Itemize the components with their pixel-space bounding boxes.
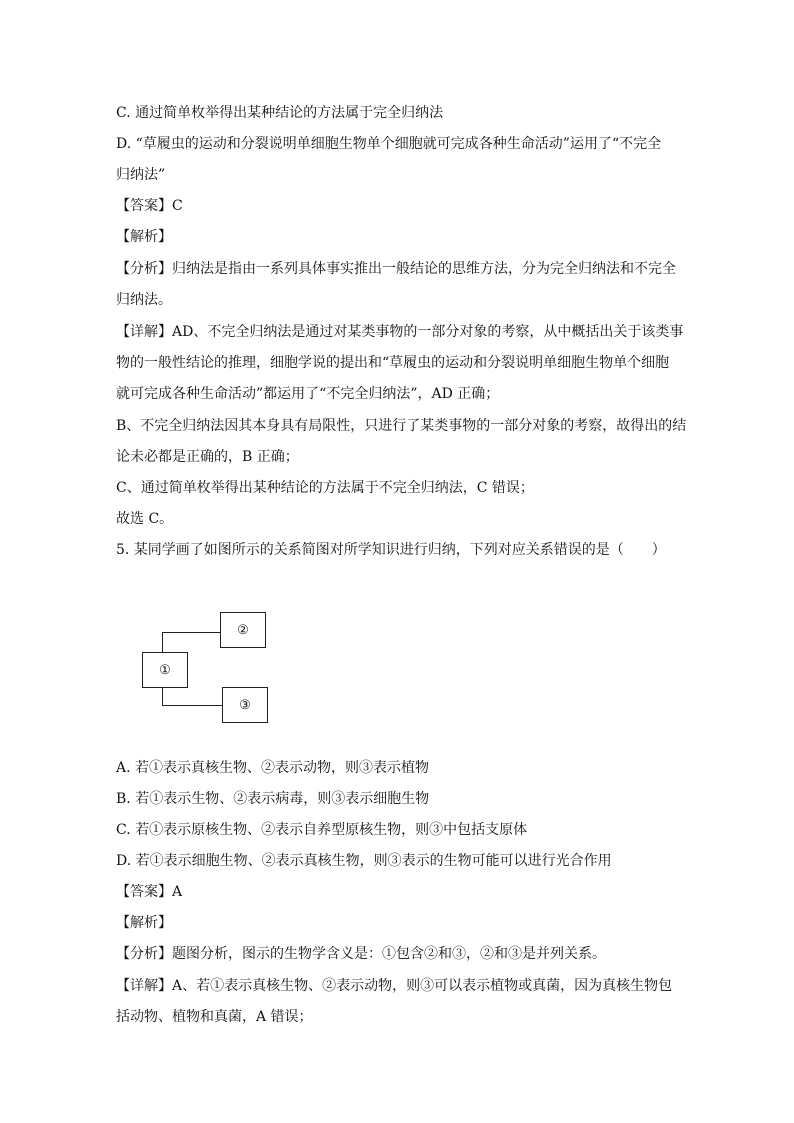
connector-line — [162, 632, 220, 633]
diagram-box-2: ② — [220, 612, 266, 648]
detail-line: B、不完全归纳法因其本身具有局限性，只进行了某类事物的一部分对象的考察，故得出的结 — [116, 418, 687, 434]
detail-line: 【详解】A、若①表示真核生物、②表示动物，则③可以表示植物或真菌，因为真核生物包 — [116, 978, 673, 994]
analysis-label: 【解析】 — [116, 915, 172, 931]
analysis-line: 归纳法。 — [116, 292, 172, 308]
option-d-line: D. “草履虫的运动和分裂说明单细胞生物单个细胞就可完成各种生命活动”运用了“不完全 — [116, 136, 662, 152]
detail-line: 【详解】AD、不完全归纳法是通过对某类事物的一部分对象的考察，从中概括出关于该类事 — [116, 324, 684, 340]
answer-label: 【答案】A — [116, 884, 183, 900]
option-d-line-cont: 归纳法” — [116, 167, 166, 183]
connector-line — [162, 688, 163, 706]
analysis-line: 【分析】归纳法是指由一系列具体事实推出一般结论的思维方法，分为完全归纳法和不完全 — [116, 261, 676, 277]
detail-line: 论未必都是正确的，B 正确； — [116, 449, 299, 465]
analysis-line: 【分析】题图分析，图示的生物学含义是：①包含②和③，②和③是并列关系。 — [116, 946, 606, 962]
connector-line — [162, 705, 222, 706]
detail-line: 物的一般性结论的推理，细胞学说的提出和“草履虫的运动和分裂说明单细胞生物单个细胞 — [116, 355, 670, 371]
detail-line: 就可完成各种生命活动”都运用了“不完全归纳法”，AD 正确； — [116, 386, 500, 402]
option-d-line: D. 若①表示细胞生物、②表示真核生物，则③表示的生物可能可以进行光合作用 — [116, 853, 612, 869]
option-c-line: C. 通过简单枚举得出某种结论的方法属于完全归纳法 — [116, 105, 444, 121]
option-a-line: A. 若①表示真核生物、②表示动物，则③表示植物 — [116, 760, 430, 776]
option-b-line: B. 若①表示生物、②表示病毒，则③表示细胞生物 — [116, 791, 430, 807]
relationship-diagram — [140, 610, 270, 725]
detail-line: 括动物、植物和真菌，A 错误； — [116, 1009, 313, 1025]
option-c-line: C. 若①表示原核生物、②表示自养型原核生物，则③中包括支原体 — [116, 822, 528, 838]
diagram-box-1: ① — [142, 652, 188, 688]
diagram-box-3: ③ — [222, 687, 268, 723]
answer-label: 【答案】C — [116, 198, 183, 214]
analysis-label: 【解析】 — [116, 229, 172, 245]
conclusion-line: 故选 C。 — [116, 511, 174, 527]
detail-line: C、通过简单枚举得出某种结论的方法属于不完全归纳法，C 错误； — [116, 480, 534, 496]
question-5-stem: 5. 某同学画了如图所示的关系简图对所学知识进行归纳，下列对应关系错误的是（ ） — [116, 542, 666, 558]
